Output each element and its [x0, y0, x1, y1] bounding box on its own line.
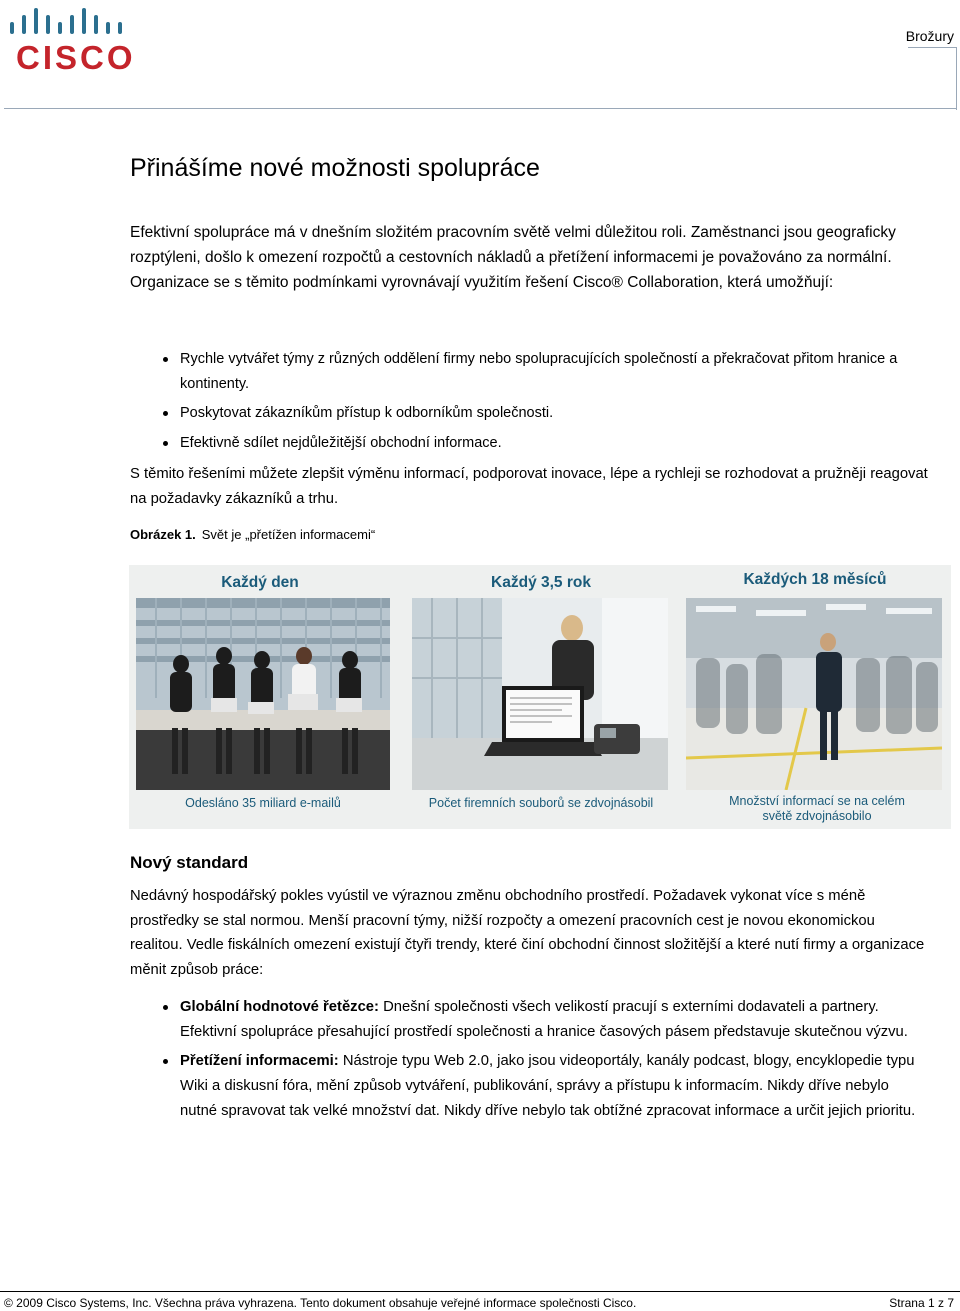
figure-subcaption-emails: Odesláno 35 miliard e-mailů — [185, 796, 341, 810]
page-number: Strana 1 z 7 — [889, 1296, 954, 1310]
footer-divider — [0, 1291, 960, 1292]
photo-people-laptops — [136, 598, 390, 790]
figure-subcaption-files: Počet firemních souborů se zdvojnásobil — [428, 796, 654, 810]
figure-caption — [130, 527, 375, 542]
intro-paragraph: Efektivní spolupráce má v dnešním složitém pracovním světě velmi důležitou roli. Zaměstnanci jsou geograficky rozptýleni, došlo k omezení rozpočtů a cestovních nákladů a přetížení informacemi je považováno za normální. Organizace se s těmito podmínkami vyrovnávají využitím řešení Cisco® Collaboration, která umožňují: — [130, 224, 896, 291]
document-category: Brožury — [905, 28, 954, 44]
list-item-term: Globální hodnotové řetězce: — [180, 999, 379, 1015]
list-item — [180, 995, 920, 1044]
section-paragraph: Nedávný hospodářský pokles vyústil ve výraznou změnu obchodního prostředí. Požadavek vykonat více s méně prostředky se stal normou. Menší pracovní týmy, nižší rozpočty a omezení pracovních cest je novou ekonomickou realitou. Vedle fiskálních omezení existují čtyři trendy, které činí obchodní činnost složitější a které nutí firmy a organizace měnit způsob práce: — [130, 888, 925, 979]
photo-busy-station — [686, 598, 942, 790]
photo-office-desk — [412, 598, 668, 790]
list-item-text: Dnešní společnosti všech velikostí pracují s externími dodavateli a partnery. Efektivní spolupráce přesahující prostředí společnosti a hranice časových pásem představuje skutečnou výzvu. — [180, 999, 908, 1040]
list-item-term: Přetížení informacemi: — [180, 1053, 339, 1070]
page-title: Přinášíme nové možnosti spolupráce — [130, 154, 540, 182]
list-item-text: Nástroje typu Web 2.0, jako jsou videoportály, kanály podcast, blogy, encyklopedie typu Wiki a diskusní fóra, mění způsob vytváření, publikování, správy a přístupu k informacím. Nikdy dříve nebylo nutné spravovat tak velké množství dat. Nikdy dříve nebylo tak obtížné zpracovat informace a určit jejich prioritu. — [180, 1053, 916, 1119]
section-heading: Nový standard — [130, 853, 249, 872]
figure-caption-text: Svět je „přetížen informacemi“ — [201, 527, 376, 542]
header-divider — [4, 108, 956, 109]
cisco-logo — [8, 5, 138, 75]
figure-label: Obrázek 1. — [130, 527, 196, 542]
list-item: Rychle vytvářet týmy z různých oddělení firmy nebo spolupracujících společností a překračovat přitom hranice a kontinenty. — [180, 347, 920, 396]
figure-subcaption-information: Množství informací se na celém světě zdvojnásobilo — [729, 794, 905, 823]
figure-panel — [129, 565, 951, 829]
footer-copyright: © 2009 Cisco Systems, Inc. Všechna práva vyhrazena. Tento dokument obsahuje veřejné informace společnosti Cisco. — [4, 1296, 637, 1310]
trends-list — [180, 995, 920, 1129]
header-bracket — [908, 47, 957, 110]
results-paragraph: S těmito řešeními můžete zlepšit výměnu informací, podporovat inovace, lépe a rychleji se rozhodovat a pružněji reagovat na požadavky zákazníků a trhu. — [130, 466, 928, 507]
benefits-list — [180, 347, 920, 460]
list-item — [180, 1049, 920, 1123]
figure-heading-daily: Každý den — [221, 574, 299, 591]
logo-wordmark: CISCO — [16, 39, 136, 75]
list-item: Poskytovat zákazníkům přístup k odborníkům společnosti. — [180, 401, 920, 426]
figure-heading-monthly: Každých 18 měsíců — [743, 571, 887, 588]
list-item: Efektivně sdílet nejdůležitější obchodní informace. — [180, 431, 920, 456]
figure-heading-yearly: Každý 3,5 rok — [491, 574, 591, 591]
